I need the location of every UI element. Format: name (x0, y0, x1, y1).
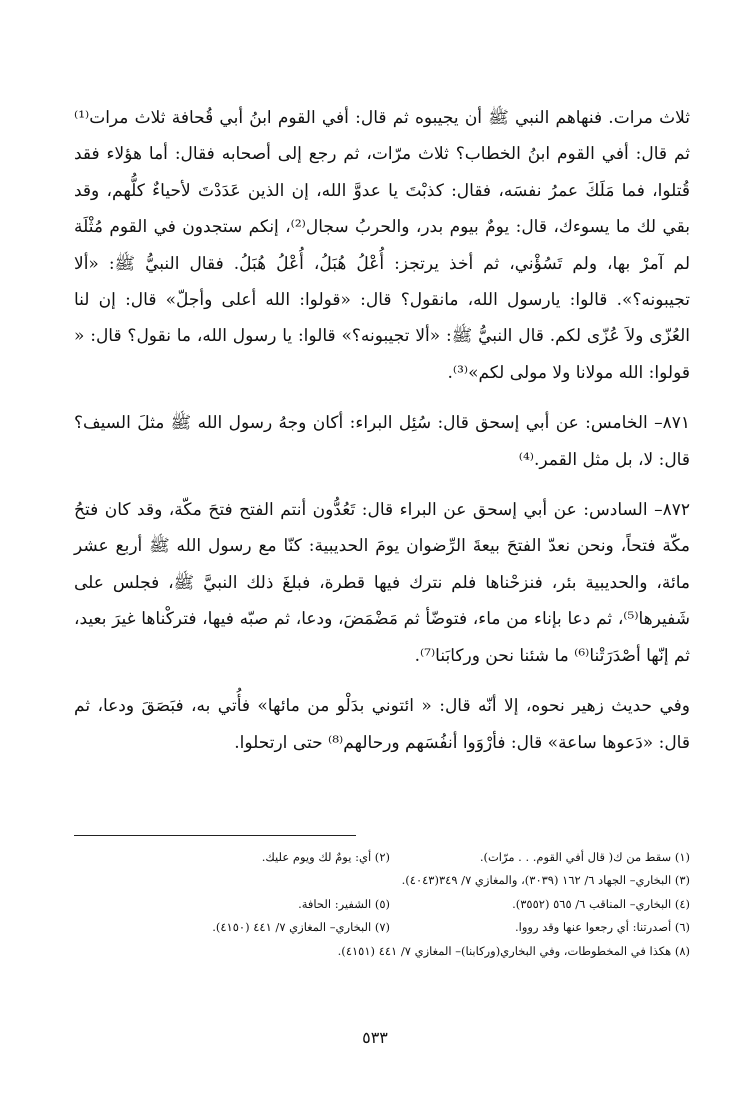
footnote-7: (٧) البخاري– المغازي ٧/ ٤٤١ (٤١٥٠). (212, 920, 390, 935)
page-number: ٥٣٣ (362, 1028, 388, 1047)
main-text (74, 100, 690, 775)
paragraph-zuhayr-narration: وفي حديث زهير نحوه، إلا أنّه قال: « ائتوني بدَلْو من مائها» فأُتي به، فبَصَقَ ودعا، ثم قال: «دَعوها ساعة» قال: فأرْوَوا أنفُسَهم ورحالهم⁽⁸⁾ حتى ارتحلوا. (74, 696, 690, 753)
paragraph-hadith-871: ٨٧١– الخامس: عن أبي إسحق قال: سُئِل البراء: أكان وجهُ رسول الله ﷺ مثلَ السيف؟ قال: لا، بل مثل القمر.⁽⁴⁾ (74, 413, 690, 470)
paragraph-hadith-continuation: ثلاث مرات. فنهاهم النبي ﷺ أن يجيبوه ثم قال: أفي القوم ابنُ أبي قُحافة ثلاث مرات⁽¹⁾ ثم قال: أفي القوم ابنُ الخطاب؟ ثلاث مرّات، ثم رجع إلى أصحابه فقال: أما هؤلاء فقد قُتلوا، فما مَلَكَ عمرُ نفسَه، فقال: كذبْتَ يا عدوَّ الله، إن الذين عَدَدْتَ لأحياءٌ كلُّهم، وقد بقي لك ما يسوءك، قال: يومٌ بيوم بدر، والحربُ سجال⁽²⁾، إنكم ستجدون في القوم مُثْلَة لم آمرْ بها، ولم تَسُؤْني، ثم أخذ يرتجز: أُعْلُ هُبَلُ، أُعْلُ هُبَلُ. فقال النبيُّ ﷺ: «ألا تجيبونه؟». قالوا: يارسول الله، مانقول؟ قال: «قولوا: الله أعلى وأجلّ» قال: إن لنا العُزّى ولاَ عُزّى لكم. قال النبيُّ ﷺ: «ألا تجيبونه؟» قالوا: يا رسول الله، ما نقول؟ قال: « قولوا: الله مولانا ولا مولى لكم»⁽³⁾. (74, 108, 691, 383)
footnote-4: (٤) البخاري– المناقب ٦/ ٥٦٥ (٣٥٥٢). (512, 896, 690, 911)
paragraph-hadith-872: ٨٧٢– السادس: عن أبي إسحق عن البراء قال: تَعُدُّون أنتم الفتح فتحَ مكّة، وقد كان فتحُ مكّة فتحاً، ونحن نعدّ الفتحَ بيعةَ الرِّضوان يومَ الحديبية: كنّا مع رسول الله ﷺ أربع عشر مائة، والحديبية بئر، فنزحْناها فلم نترك فيها قطرة، فبلغَ ذلك النبيَّ ﷺ، فجلس على شَفيرها⁽⁵⁾، ثم دعا بإناء من ماء، فتوضّأ ثم مَضْمَضَ، ودعا، ثم صبّه فيها، فتركْناها غيرَ بعيد، ثم إنّها أصْدَرَتْنا⁽⁶⁾ ما شئنا نحن وركابَنا⁽⁷⁾. (74, 500, 690, 666)
footnote-1: (١) سقط من ك( قال أفي القوم. . . مرّات). (479, 850, 690, 864)
footnote-separator (74, 835, 356, 836)
footnote-row (74, 916, 690, 939)
footnotes (74, 846, 690, 963)
footnote-8: (٨) هكذا في المخطوطات، وفي البخاري(وركابنا)– المغازي ٧/ ٤٤١ (٤١٥١). (337, 943, 690, 958)
footnote-3: (٣) البخاري– الجهاد ٦/ ١٦٢ (٣٠٣٩)، والمغازي ٧/ ٣٤٩(٤٠٤٣). (401, 873, 690, 888)
footnote-6: (٦) أصدرتنا: أي رجعوا عنها وقد رووا. (515, 920, 690, 935)
footnote-5: (٥) الشفير: الحافة. (298, 896, 390, 911)
footnote-2: (٢) أي: يومٌ لك ويوم عليك. (261, 850, 390, 864)
footnote-row (74, 846, 690, 869)
footnote-row (74, 893, 690, 916)
